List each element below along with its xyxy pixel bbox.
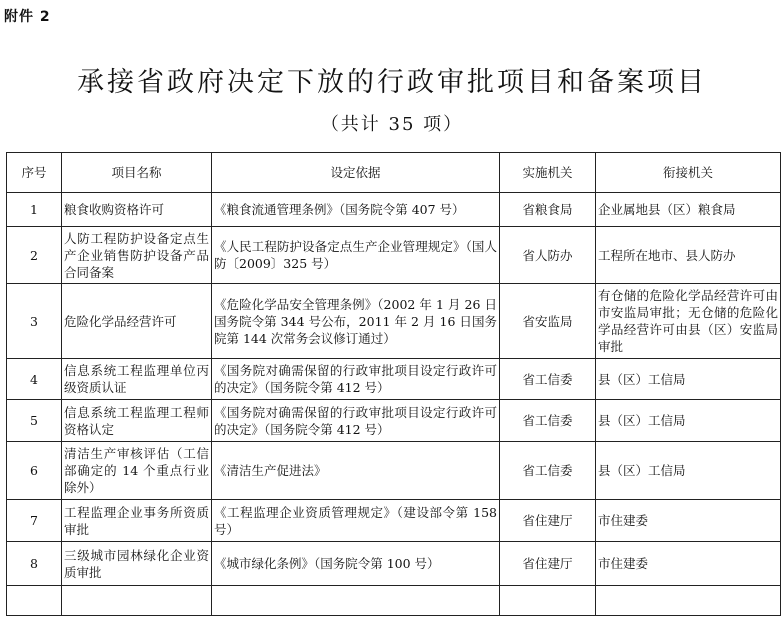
row-number: 8 bbox=[7, 542, 62, 586]
implementing-agency bbox=[500, 586, 596, 616]
item-name: 信息系统工程监理工程师资格认定 bbox=[62, 400, 212, 442]
item-name: 清洁生产审核评估（工信部确定的 14 个重点行业除外） bbox=[62, 442, 212, 500]
row-number bbox=[7, 586, 62, 616]
implementing-agency: 省工信委 bbox=[500, 442, 596, 500]
legal-basis bbox=[212, 586, 500, 616]
implementing-agency: 省安监局 bbox=[500, 284, 596, 359]
item-name: 工程监理企业事务所资质审批 bbox=[62, 500, 212, 542]
row-number: 6 bbox=[7, 442, 62, 500]
table-header-row bbox=[7, 153, 781, 193]
item-name: 粮食收购资格许可 bbox=[62, 193, 212, 227]
header-item-name: 项目名称 bbox=[62, 153, 212, 193]
header-receiving-agency: 衔接机关 bbox=[596, 153, 781, 193]
receiving-agency bbox=[596, 586, 781, 616]
item-name: 信息系统工程监理单位丙级资质认证 bbox=[62, 359, 212, 400]
legal-basis: 《国务院对确需保留的行政审批项目设定行政许可的决定》（国务院令第 412 号） bbox=[212, 400, 500, 442]
approval-items-table bbox=[6, 152, 781, 616]
receiving-agency: 县（区）工信局 bbox=[596, 359, 781, 400]
item-name: 人防工程防护设备定点生产企业销售防护设备产品合同备案 bbox=[62, 227, 212, 284]
receiving-agency: 市住建委 bbox=[596, 500, 781, 542]
table-row bbox=[7, 400, 781, 442]
legal-basis: 《清洁生产促进法》 bbox=[212, 442, 500, 500]
receiving-agency: 市住建委 bbox=[596, 542, 781, 586]
table-row bbox=[7, 500, 781, 542]
table-row bbox=[7, 284, 781, 359]
header-implementing-agency: 实施机关 bbox=[500, 153, 596, 193]
table-row bbox=[7, 227, 781, 284]
implementing-agency: 省粮食局 bbox=[500, 193, 596, 227]
legal-basis: 《城市绿化条例》（国务院令第 100 号） bbox=[212, 542, 500, 586]
row-number: 7 bbox=[7, 500, 62, 542]
row-number: 3 bbox=[7, 284, 62, 359]
row-number: 1 bbox=[7, 193, 62, 227]
legal-basis: 《粮食流通管理条例》（国务院令第 407 号） bbox=[212, 193, 500, 227]
document-title: 承接省政府决定下放的行政审批项目和备案项目 bbox=[77, 67, 707, 98]
implementing-agency: 省工信委 bbox=[500, 359, 596, 400]
legal-basis: 《危险化学品安全管理条例》（2002 年 1 月 26 日国务院令第 344 号公布，2011 年 2 月 16 日国务院第 144 次常务会议修订通过） bbox=[212, 284, 500, 359]
item-name: 三级城市园林绿化企业资质审批 bbox=[62, 542, 212, 586]
table-row bbox=[7, 442, 781, 500]
implementing-agency: 省工信委 bbox=[500, 400, 596, 442]
receiving-agency: 县（区）工信局 bbox=[596, 400, 781, 442]
item-name bbox=[62, 586, 212, 616]
implementing-agency: 省住建厅 bbox=[500, 500, 596, 542]
table-row bbox=[7, 542, 781, 586]
table-row bbox=[7, 359, 781, 400]
header-legal-basis: 设定依据 bbox=[212, 153, 500, 193]
table-row bbox=[7, 586, 781, 616]
implementing-agency: 省人防办 bbox=[500, 227, 596, 284]
row-number: 2 bbox=[7, 227, 62, 284]
receiving-agency: 工程所在地市、县人防办 bbox=[596, 227, 781, 284]
header-number: 序号 bbox=[7, 153, 62, 193]
attachment-label: 附件 2 bbox=[4, 9, 51, 25]
row-number: 5 bbox=[7, 400, 62, 442]
table-row bbox=[7, 193, 781, 227]
item-name: 危险化学品经营许可 bbox=[62, 284, 212, 359]
document-subtitle: （共计 35 项） bbox=[320, 114, 464, 135]
legal-basis: 《国务院对确需保留的行政审批项目设定行政许可的决定》（国务院令第 412 号） bbox=[212, 359, 500, 400]
row-number: 4 bbox=[7, 359, 62, 400]
receiving-agency: 企业属地县（区）粮食局 bbox=[596, 193, 781, 227]
legal-basis: 《人民工程防护设备定点生产企业管理规定》（国人防〔2009〕325 号） bbox=[212, 227, 500, 284]
implementing-agency: 省住建厅 bbox=[500, 542, 596, 586]
legal-basis: 《工程监理企业资质管理规定》（建设部令第 158 号） bbox=[212, 500, 500, 542]
receiving-agency: 县（区）工信局 bbox=[596, 442, 781, 500]
receiving-agency: 有仓储的危险化学品经营许可由市安监局审批；无仓储的危险化学品经营许可由县（区）安监局审批 bbox=[596, 284, 781, 359]
